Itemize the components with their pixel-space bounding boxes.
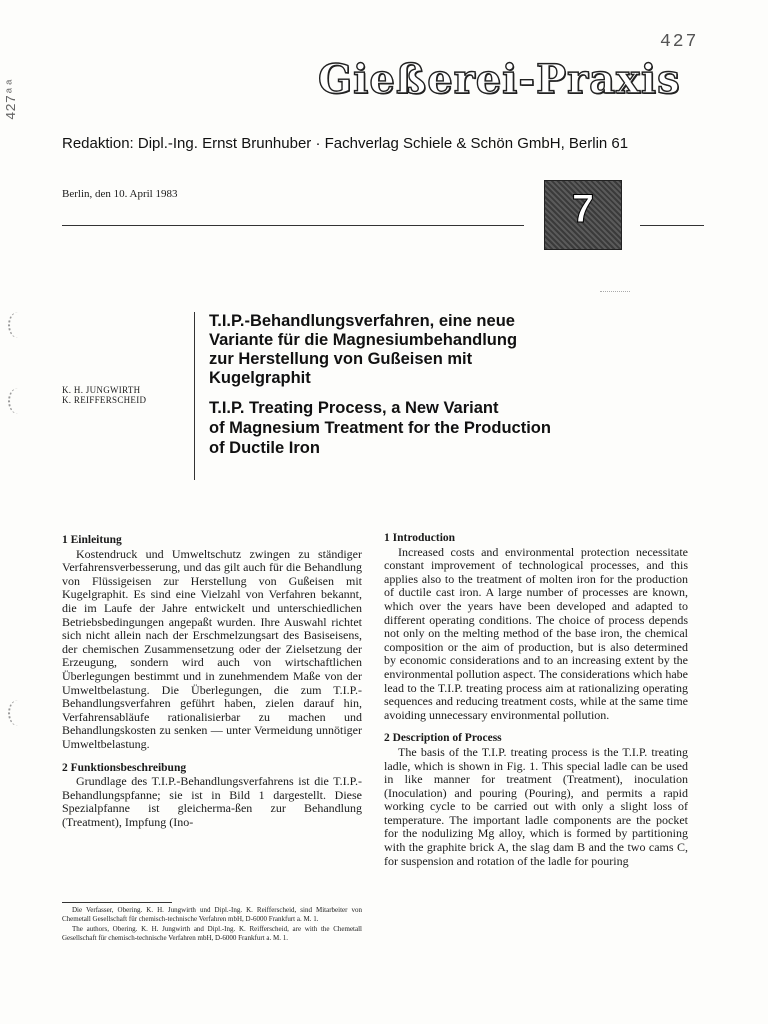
header-rule: [62, 225, 524, 226]
author-name: K. REIFFERSCHEID: [62, 395, 147, 405]
editorial-line: Redaktion: Dipl.-Ing. Ernst Brunhuber · Fachverlag Schiele & Schön GmbH, Berlin 61: [62, 135, 629, 152]
title-english: [209, 398, 699, 458]
german-column: [62, 534, 362, 829]
issue-number-box: [544, 180, 622, 250]
title-line: of Magnesium Treatment for the Production: [209, 419, 551, 437]
issue-date: Berlin, den 10. April 1983: [62, 188, 178, 200]
footnote-rule: [62, 902, 172, 903]
body-paragraph: Kostendruck und Umweltschutz zwingen zu ständiger Verfahrensverbesserung, und das gilt auch für die Behandlung von Flüssigeisen zur Herstellung von Gußeisen mit Kugelgraphit. Es sind eine Vielzahl von Verfahren bekannt, die im Laufe der Jahre entwickelt und unterschiedlichen Betriebsbedingungen angepaßt wurden. Ihre Auswahl richtet sich nicht allein nach der Erschmelzungsart des Basiseisens, der chemischen Zusammensetzung oder der Zielsetzung der Erzeugung, sondern wird auch von wirtschaftlichen Überlegungen bestimmt und in zunehmendem Maße von der Umweltbelastung. Die Überlegungen, die zum T.I.P.-Behandlungsverfahren geführt haben, zielen darauf hin, Verfahrensabläufe rationalisierbar zu machen und Behandlungskosten zu senken — unter Vermeidung unnötiger Umweltbelastung.: [62, 546, 362, 751]
body-paragraph: The basis of the T.I.P. treating process is the T.I.P. treating ladle, which is shown in Fig. 1. This special ladle can be used in like manner for treatment (Treatment), inoculation (Inoculation) and pouring (Pouring), and permits a rapid working cycle to be carried out with only a slight loss of temperature. The important ladle components are the pocket for the nodulizing Mg alloy, which is formed by partitioning with the graphite brick A, the slag dam B and the two cams C, for suspension and rotation of the ladle for pouring: [384, 744, 688, 868]
journal-masthead: Gießerei-Praxis: [318, 56, 681, 103]
title-line: of Ductile Iron: [209, 439, 320, 457]
footnote: The authors, Obering. K. H. Jungwirth and Dipl.-Ing. K. Reifferscheid, are with the Chemetall Gesellschaft für chemisch-technische Verfahren mbH, D-6000 Frankfurt a. M. 1.: [62, 925, 362, 942]
title-line: zur Herstellung von Gußeisen mit: [209, 350, 473, 368]
author-name: K. H. JUNGWIRTH: [62, 385, 141, 395]
header-rule: [640, 225, 704, 226]
section-heading: 2 Description of Process: [384, 732, 502, 745]
footnote: Die Verfasser, Obering. K. H. Jungwirth und Dipl.-Ing. K. Reifferscheid, sind Mitarbeiter von Chemetall Gesellschaft für chemisch-technische Verfahren mbH, D-6000 Frankfurt a. M. 1.: [62, 906, 362, 923]
footnotes: [62, 906, 362, 944]
body-paragraph: Grundlage des T.I.P.-Behandlungsverfahrens ist die T.I.P.-Behandlungspfanne; sie ist in Bild 1 dargestellt. Diese Spezialpfanne ist gleicherma-ßen zur Behandlung (Treatment), Impfung (Ino-: [62, 774, 362, 829]
article-title-block: [194, 312, 699, 480]
punch-hole-mark: [8, 312, 28, 338]
punch-hole-mark: [8, 700, 28, 726]
body-paragraph: Increased costs and environmental protection necessitate constant improvement of technological processes, and this applies also to the treatment of molten iron for the production of ductile cast iron. A large number of processes are known, which over the years have been developed and adapted to different operating conditions. The choice of process depends not only on the melting method of the base iron, the chemical composition or the aim of production, but is also determined by economic considerations and to an increasing extent by the environmental pollution aspect. The considerations which habe lead to the T.I.P. treating process aim at rationalizing operating sequences and reducing treatment costs, while at the same time avoiding unnecessary environmental pollution.: [384, 544, 688, 722]
title-line: T.I.P. Treating Process, a New Variant: [209, 399, 499, 417]
title-line: Variante für die Magnesiumbehandlung: [209, 331, 518, 349]
title-line: Kugelgraphit: [209, 369, 311, 387]
authors: [62, 385, 146, 405]
section-heading: 1 Einleitung: [62, 534, 122, 546]
margin-note: 427ᵃᵃ: [4, 77, 20, 120]
punch-hole-mark: [8, 388, 28, 414]
faint-rule: [600, 291, 630, 293]
title-line: T.I.P.-Behandlungsverfahren, eine neue: [209, 312, 515, 330]
section-heading: 2 Funktionsbeschreibung: [62, 761, 187, 774]
page-number: 427: [660, 32, 699, 52]
section-heading: 1 Introduction: [384, 532, 456, 544]
english-column: [384, 532, 688, 868]
issue-number: 7: [571, 187, 595, 231]
title-german: [209, 312, 699, 388]
